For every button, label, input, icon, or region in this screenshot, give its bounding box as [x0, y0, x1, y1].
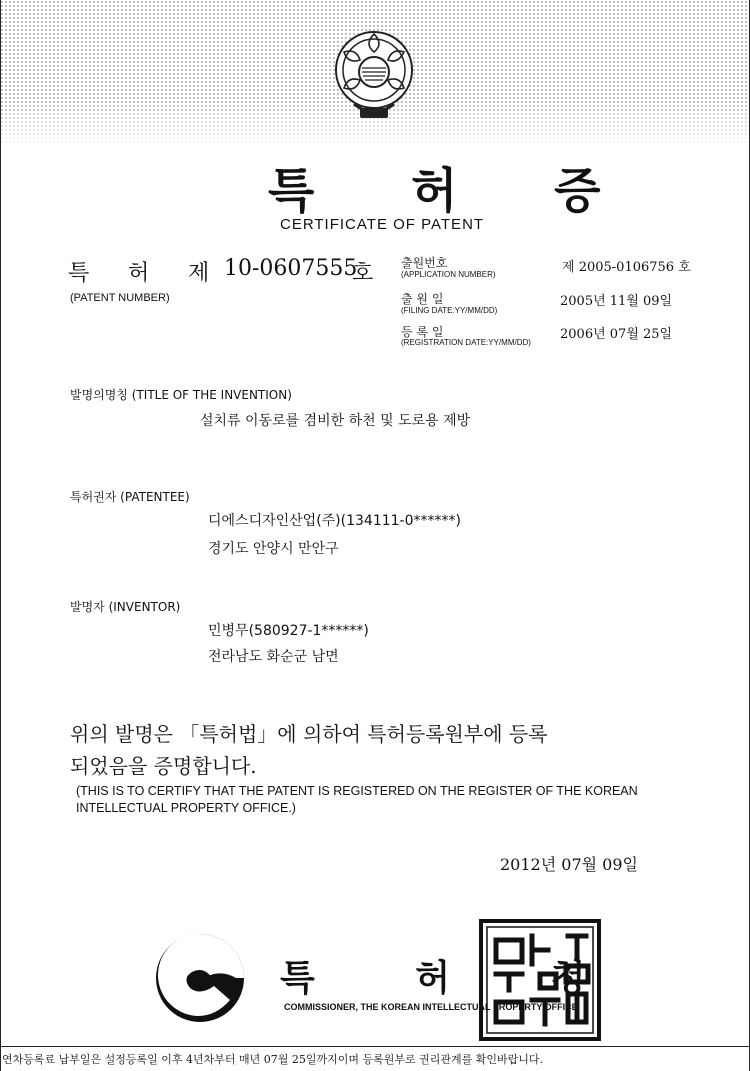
office-name-kr: 특 허 청 — [280, 958, 630, 999]
patent-label-2: 허 — [128, 261, 150, 286]
application-number: 제 2005-0106756 호 — [562, 260, 691, 275]
registration-date: 2006년 07월 25일 — [560, 327, 673, 342]
patent-number-label-en: (PATENT NUMBER) — [70, 292, 170, 304]
statement-kr-line2: 되었음을 증명합니다. — [70, 754, 257, 778]
application-label-kr: 출원번호 — [401, 256, 448, 270]
statement-en-line2: INTELLECTUAL PROPERTY OFFICE.) — [76, 801, 296, 815]
filing-date-label-en: (FILING DATE:YY/MM/DD) — [401, 306, 498, 315]
filing-date: 2005년 11월 09일 — [560, 294, 673, 309]
statement-kr-line1: 위의 발명은 「특허법」에 의하여 특허등록원부에 등록 — [70, 722, 548, 746]
inventor-name: 민병무(580927-1******) — [208, 623, 369, 639]
issue-date: 2012년 07월 09일 — [500, 855, 638, 874]
patentee-label: 특허권자 (PATENTEE) — [70, 490, 190, 504]
patentee-address: 경기도 안양시 만안구 — [208, 541, 339, 557]
patent-label-3: 제 — [188, 261, 210, 286]
patent-number: 10-0607555 — [224, 256, 358, 281]
government-emblem-icon — [332, 28, 416, 128]
statement-en-line1: (THIS IS TO CERTIFY THAT THE PATENT IS REGISTERED ON THE REGISTER OF THE KOREAN — [76, 784, 638, 798]
official-seal-stamp-icon — [478, 918, 602, 1042]
invention-title: 설치류 이동로를 겸비한 하천 및 도로용 제방 — [200, 413, 471, 429]
patent-number-suffix: 호 — [352, 261, 374, 286]
patentee-name: 디에스디자인산업(주)(134111-0******) — [208, 513, 461, 529]
footer-note: 연차등록료 납부일은 설정등록일 이후 4년차부터 매년 07월 25일까지이며 등록원부로 권리관계를 확인바랍니다. — [2, 1053, 543, 1066]
footer-divider — [0, 1046, 750, 1047]
left-border — [0, 0, 1, 1071]
filing-date-label-kr: 출 원 일 — [401, 292, 444, 306]
patent-label-1: 특 — [68, 261, 90, 286]
inventor-label: 발명자 (INVENTOR) — [70, 600, 181, 614]
certificate-title-en: CERTIFICATE OF PATENT — [280, 216, 485, 233]
inventor-address: 전라남도 화순군 남면 — [208, 649, 339, 665]
office-name-en: COMMISSIONER, THE KOREAN INTELLECTUAL PROPERTY OFFICE — [284, 1002, 578, 1012]
certificate-title-kr: 특 허 증 — [268, 163, 641, 219]
kipo-logo-icon — [152, 930, 248, 1026]
invention-title-label: 발명의명칭 (TITLE OF THE INVENTION) — [70, 388, 292, 402]
registration-date-label-en: (REGISTRATION DATE:YY/MM/DD) — [401, 338, 531, 347]
application-label-en: (APPLICATION NUMBER) — [401, 270, 496, 279]
registration-date-label-kr: 등 록 일 — [401, 325, 444, 339]
